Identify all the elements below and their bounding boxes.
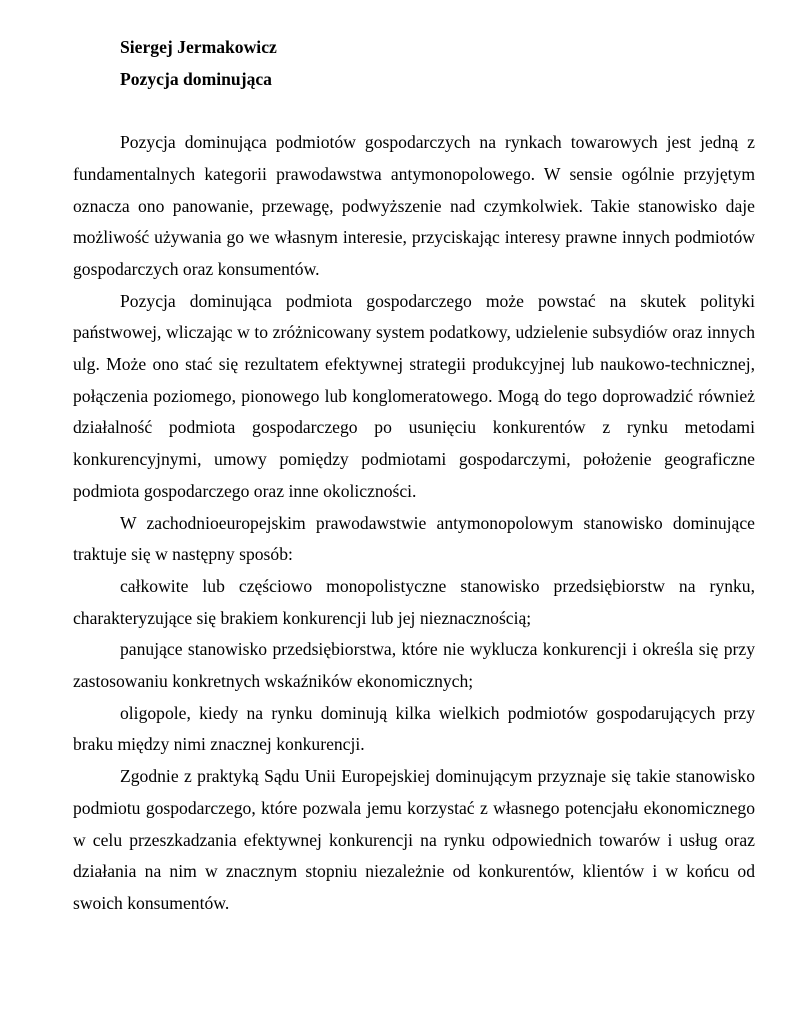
document-page [73,32,755,920]
author-name: Siergej Jermakowicz [120,37,277,57]
document-title: Pozycja dominująca [120,68,272,89]
paragraph-definition: Pozycja dominująca podmiotów gospodarczych na rynkach towarowych jest jedną z fundamentalnych kategorii prawodawstwa antymonopolowego. W sensie ogólnie przyjętym oznacza ono panowanie, przewagę, podwyższenie nad czymkolwiek. Takie stanowisko daje możliwość używania go we własnym interesie, przyciskając interesy prawne innych podmiotów gospodarczych oraz konsumentów. [73,132,755,279]
paragraph-western-law: W zachodnioeuropejskim prawodawstwie antymonopolowym stanowisko dominujące traktuje się w następny sposób: [73,512,755,565]
paragraph-origins: Pozycja dominująca podmiota gospodarczego może powstać na skutek polityki państwowej, wliczając w to zróżnicowany system podatkowy, udzielenie subsydiów oraz innych ulg. Może ono stać się rezultatem efektywnej strategii produkcyjnej lub naukowo-technicznej, połączenia poziomego, pionowego lub konglomeratowego. Mogą do tego doprowadzić również działalność podmiota gospodarczego po usunięciu konkurentów z rynku metodami konkurencyjnymi, umowy pomiędzy podmiotami gospodarczymi, położenie geograficzne podmiota gospodarczego oraz inne okoliczności. [73,290,755,501]
list-item-dominant: panujące stanowisko przedsiębiorstwa, które nie wyklucza konkurencji i określa się przy zastosowaniu konkretnych wskaźników ekonomicznych; [73,639,755,692]
list-item-monopoly: całkowite lub częściowo monopolistyczne stanowisko przedsiębiorstw na rynku, charakteryzujące się brakiem konkurencji lub jej nieznacznością; [73,575,755,628]
list-item-oligopoly: oligopole, kiedy na rynku dominują kilka wielkich podmiotów gospodarujących przy braku między nimi znacznej konkurencji. [73,702,755,755]
spacer [73,95,755,127]
paragraph-eu-court: Zgodnie z praktyką Sądu Unii Europejskiej dominującym przyznaje się takie stanowisko podmiotu gospodarczego, które pozwala jemu korzystać z własnego potencjału ekonomicznego w celu przeszkadzania efektywnej konkurencji na rynku odpowiednich towarów i usług oraz działania na nim w znacznym stopniu niezależnie od konkurentów, klientów i w końcu od swoich konsumentów. [73,766,755,913]
